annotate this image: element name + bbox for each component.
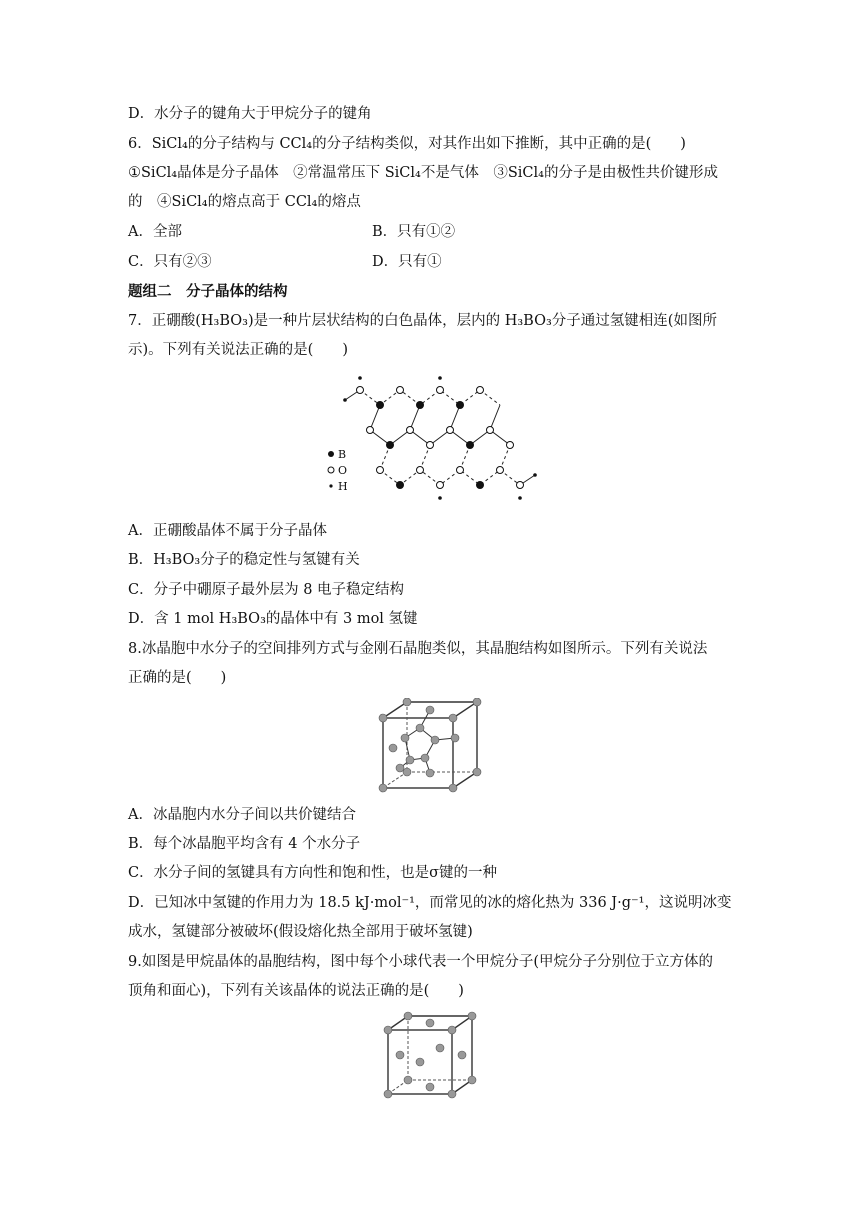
q6-stem-line-3: 的 ④SiCl₄的熔点高于 CCl₄的熔点: [128, 194, 361, 210]
q6-stem-line-1: 6．SiCl₄的分子结构与 CCl₄的分子结构类似，对其作出如下推断，其中正确的是( ): [128, 136, 686, 152]
q9-stem-line-2: 顶角和面心)，下列有关该晶体的说法正确的是( ): [128, 983, 464, 999]
q8-stem-line-2: 正确的是( ): [128, 670, 227, 686]
q7-option-b: B．H₃BO₃分子的稳定性与氢键有关: [128, 552, 360, 568]
legend-h-label: H: [338, 480, 348, 493]
section-title: 题组二 分子晶体的结构: [128, 284, 288, 300]
q7-option-d: D．含 1 mol H₃BO₃的晶体中有 3 mol 氢键: [128, 611, 418, 627]
q6-option-b: B．只有①②: [372, 224, 456, 240]
q9-stem-line-1: 9.如图是甲烷晶体的晶胞结构，图中每个小球代表一个甲烷分子(甲烷分子分别位于立方体的: [128, 954, 713, 970]
q8-option-d-line-1: D．已知冰中氢键的作用力为 18.5 kJ·mol⁻¹，而常见的冰的熔化热为 336 J·g⁻¹，这说明冰变: [128, 895, 732, 911]
q8-option-d-line-2: 成水，氢键部分被破坏(假设熔化热全部用于破坏氢键): [128, 924, 473, 940]
q7-stem-line-1: 7．正硼酸(H₃BO₃)是一种片层状结构的白色晶体，层内的 H₃BO₃分子通过氢键相连(如图所: [128, 313, 717, 329]
q8-stem-line-1: 8.冰晶胞中水分子的空间排列方式与金刚石晶胞类似，其晶胞结构如图所示。下列有关说法: [128, 641, 708, 657]
ice-unit-cell-figure: [375, 698, 485, 798]
q7-option-c: C．分子中硼原子最外层为 8 电子稳定结构: [128, 582, 405, 598]
q6-option-d: D．只有①: [372, 254, 442, 270]
methane-unit-cell-figure: [380, 1010, 480, 1100]
q7-stem-line-2: 示)。下列有关说法正确的是( ): [128, 342, 348, 358]
q8-option-b: B．每个冰晶胞平均含有 4 个水分子: [128, 836, 361, 852]
legend-b-label: B: [338, 448, 347, 461]
boric-acid-structure-figure: [320, 370, 550, 510]
q6-stem-line-2: ①SiCl₄晶体是分子晶体 ②常温常压下 SiCl₄不是气体 ③SiCl₄的分子是由极性共价键形成: [128, 165, 718, 181]
q8-option-a: A．冰晶胞内水分子间以共价键结合: [128, 807, 356, 823]
q5-option-d: D．水分子的键角大于甲烷分子的键角: [128, 106, 372, 122]
q7-option-a: A．正硼酸晶体不属于分子晶体: [128, 523, 327, 539]
legend-o-label: O: [338, 464, 348, 477]
q8-option-c: C．水分子间的氢键具有方向性和饱和性，也是σ键的一种: [128, 865, 497, 881]
q6-option-c: C．只有②③: [128, 254, 212, 270]
q6-option-a: A．全部: [128, 224, 182, 240]
